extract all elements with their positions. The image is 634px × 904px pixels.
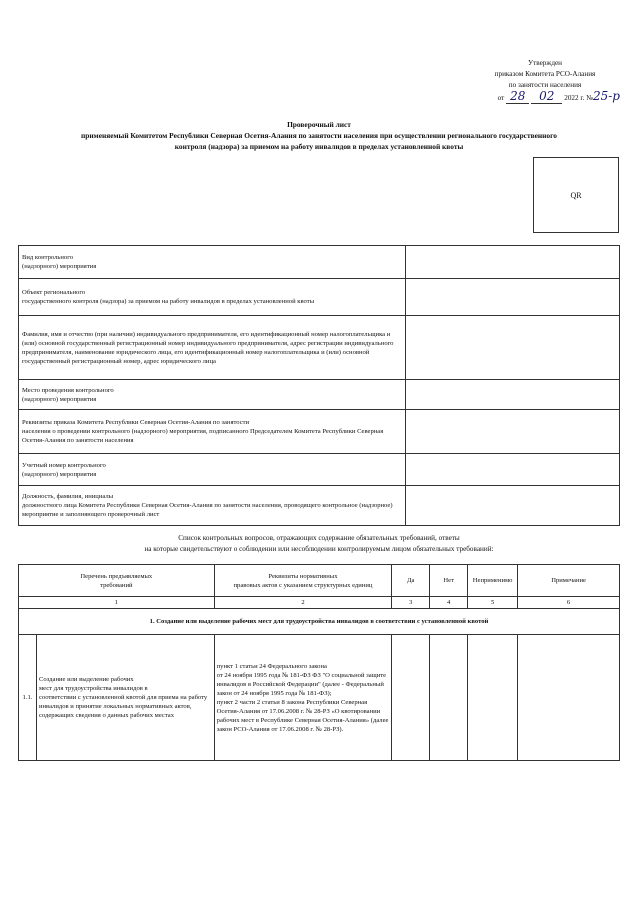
column-number: 3 xyxy=(392,597,430,609)
list-caption-line-2: на которые свидетельствуют о соблюдении или несоблюдении контролируемым лицом обязательных требований: xyxy=(144,545,494,553)
answer-note-cell[interactable] xyxy=(518,635,620,761)
list-caption-line-1: Список контрольных вопросов, отражающих содержание обязательных требований, ответы xyxy=(178,534,460,542)
qr-label: QR xyxy=(570,190,582,200)
info-row xyxy=(19,279,620,316)
column-number: 5 xyxy=(468,597,518,609)
approval-date-line xyxy=(470,91,620,104)
info-label: Место проведения контрольного (надзорного) мероприятия xyxy=(19,380,406,410)
approval-block xyxy=(470,58,620,104)
info-value-field[interactable] xyxy=(406,410,620,454)
title-line-1: Проверочный лист xyxy=(287,120,351,129)
list-caption xyxy=(20,533,618,555)
question-requirement: Создание или выделение рабочих мест для трудоустройства инвалидов в соответствии с установленной квотой для приема на работу инвалидов и принятие локальных нормативных актов, содержащих сведения о данных рабочих местах xyxy=(36,635,214,761)
info-label: Фамилия, имя и отчество (при наличии) индивидуального предпринимателя, его идентификационный номер налогоплательщика и (или) основной государственный регистрационный номер индивидуального предпринимателя, адрес регистрации индивидуального предпринимателя, наименование юридического лица, его идентификационный номер налогоплательщика и (или) основной государственный регистрационный номер, адрес юридического лица xyxy=(19,316,406,380)
approval-day: 28 xyxy=(506,89,529,104)
info-label: Вид контрольного (надзорного) мероприятия xyxy=(19,246,406,279)
info-value-field[interactable] xyxy=(406,279,620,316)
header-no: Нет xyxy=(430,565,468,597)
header-yes: Да xyxy=(392,565,430,597)
info-row xyxy=(19,410,620,454)
title-line-2: применяемый Комитетом Республики Северная Осетия-Алания по занятости населения при осуществлении регионального государственного xyxy=(81,131,557,140)
info-table xyxy=(18,245,620,526)
section-1-title: 1. Создание или выделение рабочих мест для трудоустройства инвалидов в соответствии с установленной квотой xyxy=(19,609,620,635)
approval-month: 02 xyxy=(531,89,562,104)
info-label: Объект регионального государственного контроля (надзора) за приемом на работу инвалидов в пределах установленной квоты xyxy=(19,279,406,316)
question-row xyxy=(19,635,620,761)
info-value-field[interactable] xyxy=(406,380,620,410)
section-row xyxy=(19,609,620,635)
answer-yes-cell[interactable] xyxy=(392,635,430,761)
column-number: 1 xyxy=(19,597,215,609)
column-number: 4 xyxy=(430,597,468,609)
question-number: 1.1. xyxy=(19,635,37,761)
info-row xyxy=(19,486,620,526)
questions-table xyxy=(18,564,620,761)
column-number: 2 xyxy=(214,597,392,609)
header-requirements: Перечень предъявляемых требований xyxy=(19,565,215,597)
header-note: Примечание xyxy=(518,565,620,597)
qr-code-box xyxy=(533,157,619,233)
info-value-field[interactable] xyxy=(406,316,620,380)
info-label: Должность, фамилия, инициалы должностного лица Комитета Республики Северная Осетия-Алания по занятости населения, проводящего контрольное (надзорное) мероприятие и заполняющего проверочный лист xyxy=(19,486,406,526)
approval-year-text: 2022 г. № xyxy=(564,94,593,102)
info-row xyxy=(19,246,620,279)
document-title xyxy=(20,119,618,152)
approval-line-2: приказом Комитета РСО-Алания xyxy=(494,70,596,78)
column-number: 6 xyxy=(518,597,620,609)
header-acts: Реквизиты нормативных правовых актов с указанием структурных единиц xyxy=(214,565,392,597)
header-not-applicable: Неприменимо xyxy=(468,565,518,597)
approval-line-1: Утвержден xyxy=(527,59,563,67)
approval-number: 25-р xyxy=(592,89,620,103)
title-line-3: контроля (надзора) за приемом на работу инвалидов в пределах установленной квоты xyxy=(174,142,464,151)
info-label: Реквизиты приказа Комитета Республики Северная Осетия-Алания по занятости населения о проведении контрольного (надзорного) мероприятия, подписанного Председателем Комитета Республики Северная Осетия-Алания по занятости населения xyxy=(19,410,406,454)
question-acts: пункт 1 статьи 24 Федерального закона от 24 ноября 1995 года № 181-ФЗ ФЗ "О социальной защите инвалидов в Российской Федерации" (далее - Федеральный закон от 24 ноября 1995 года № 181-ФЗ); пункт 2 части 2 статьи 8 закона Республики Северная Осетия-Алания от 17.06.2008 г. № 28-РЗ «О квотировании рабочих мест в Республике Северная Осетия-Алания» (далее закон РСО-Алания от 17.06.2008 г. № 28-РЗ). xyxy=(214,635,392,761)
approval-from-prefix: от xyxy=(497,94,505,102)
info-row xyxy=(19,454,620,486)
info-value-field[interactable] xyxy=(406,454,620,486)
info-row xyxy=(19,316,620,380)
approval-line-3: по занятости населения xyxy=(508,81,582,89)
answer-no-cell[interactable] xyxy=(430,635,468,761)
info-value-field[interactable] xyxy=(406,246,620,279)
info-row xyxy=(19,380,620,410)
info-value-field[interactable] xyxy=(406,486,620,526)
info-label: Учетный номер контрольного (надзорного) мероприятия xyxy=(19,454,406,486)
column-numbers-row xyxy=(19,597,620,609)
header-row xyxy=(19,565,620,597)
answer-not-applicable-cell[interactable] xyxy=(468,635,518,761)
